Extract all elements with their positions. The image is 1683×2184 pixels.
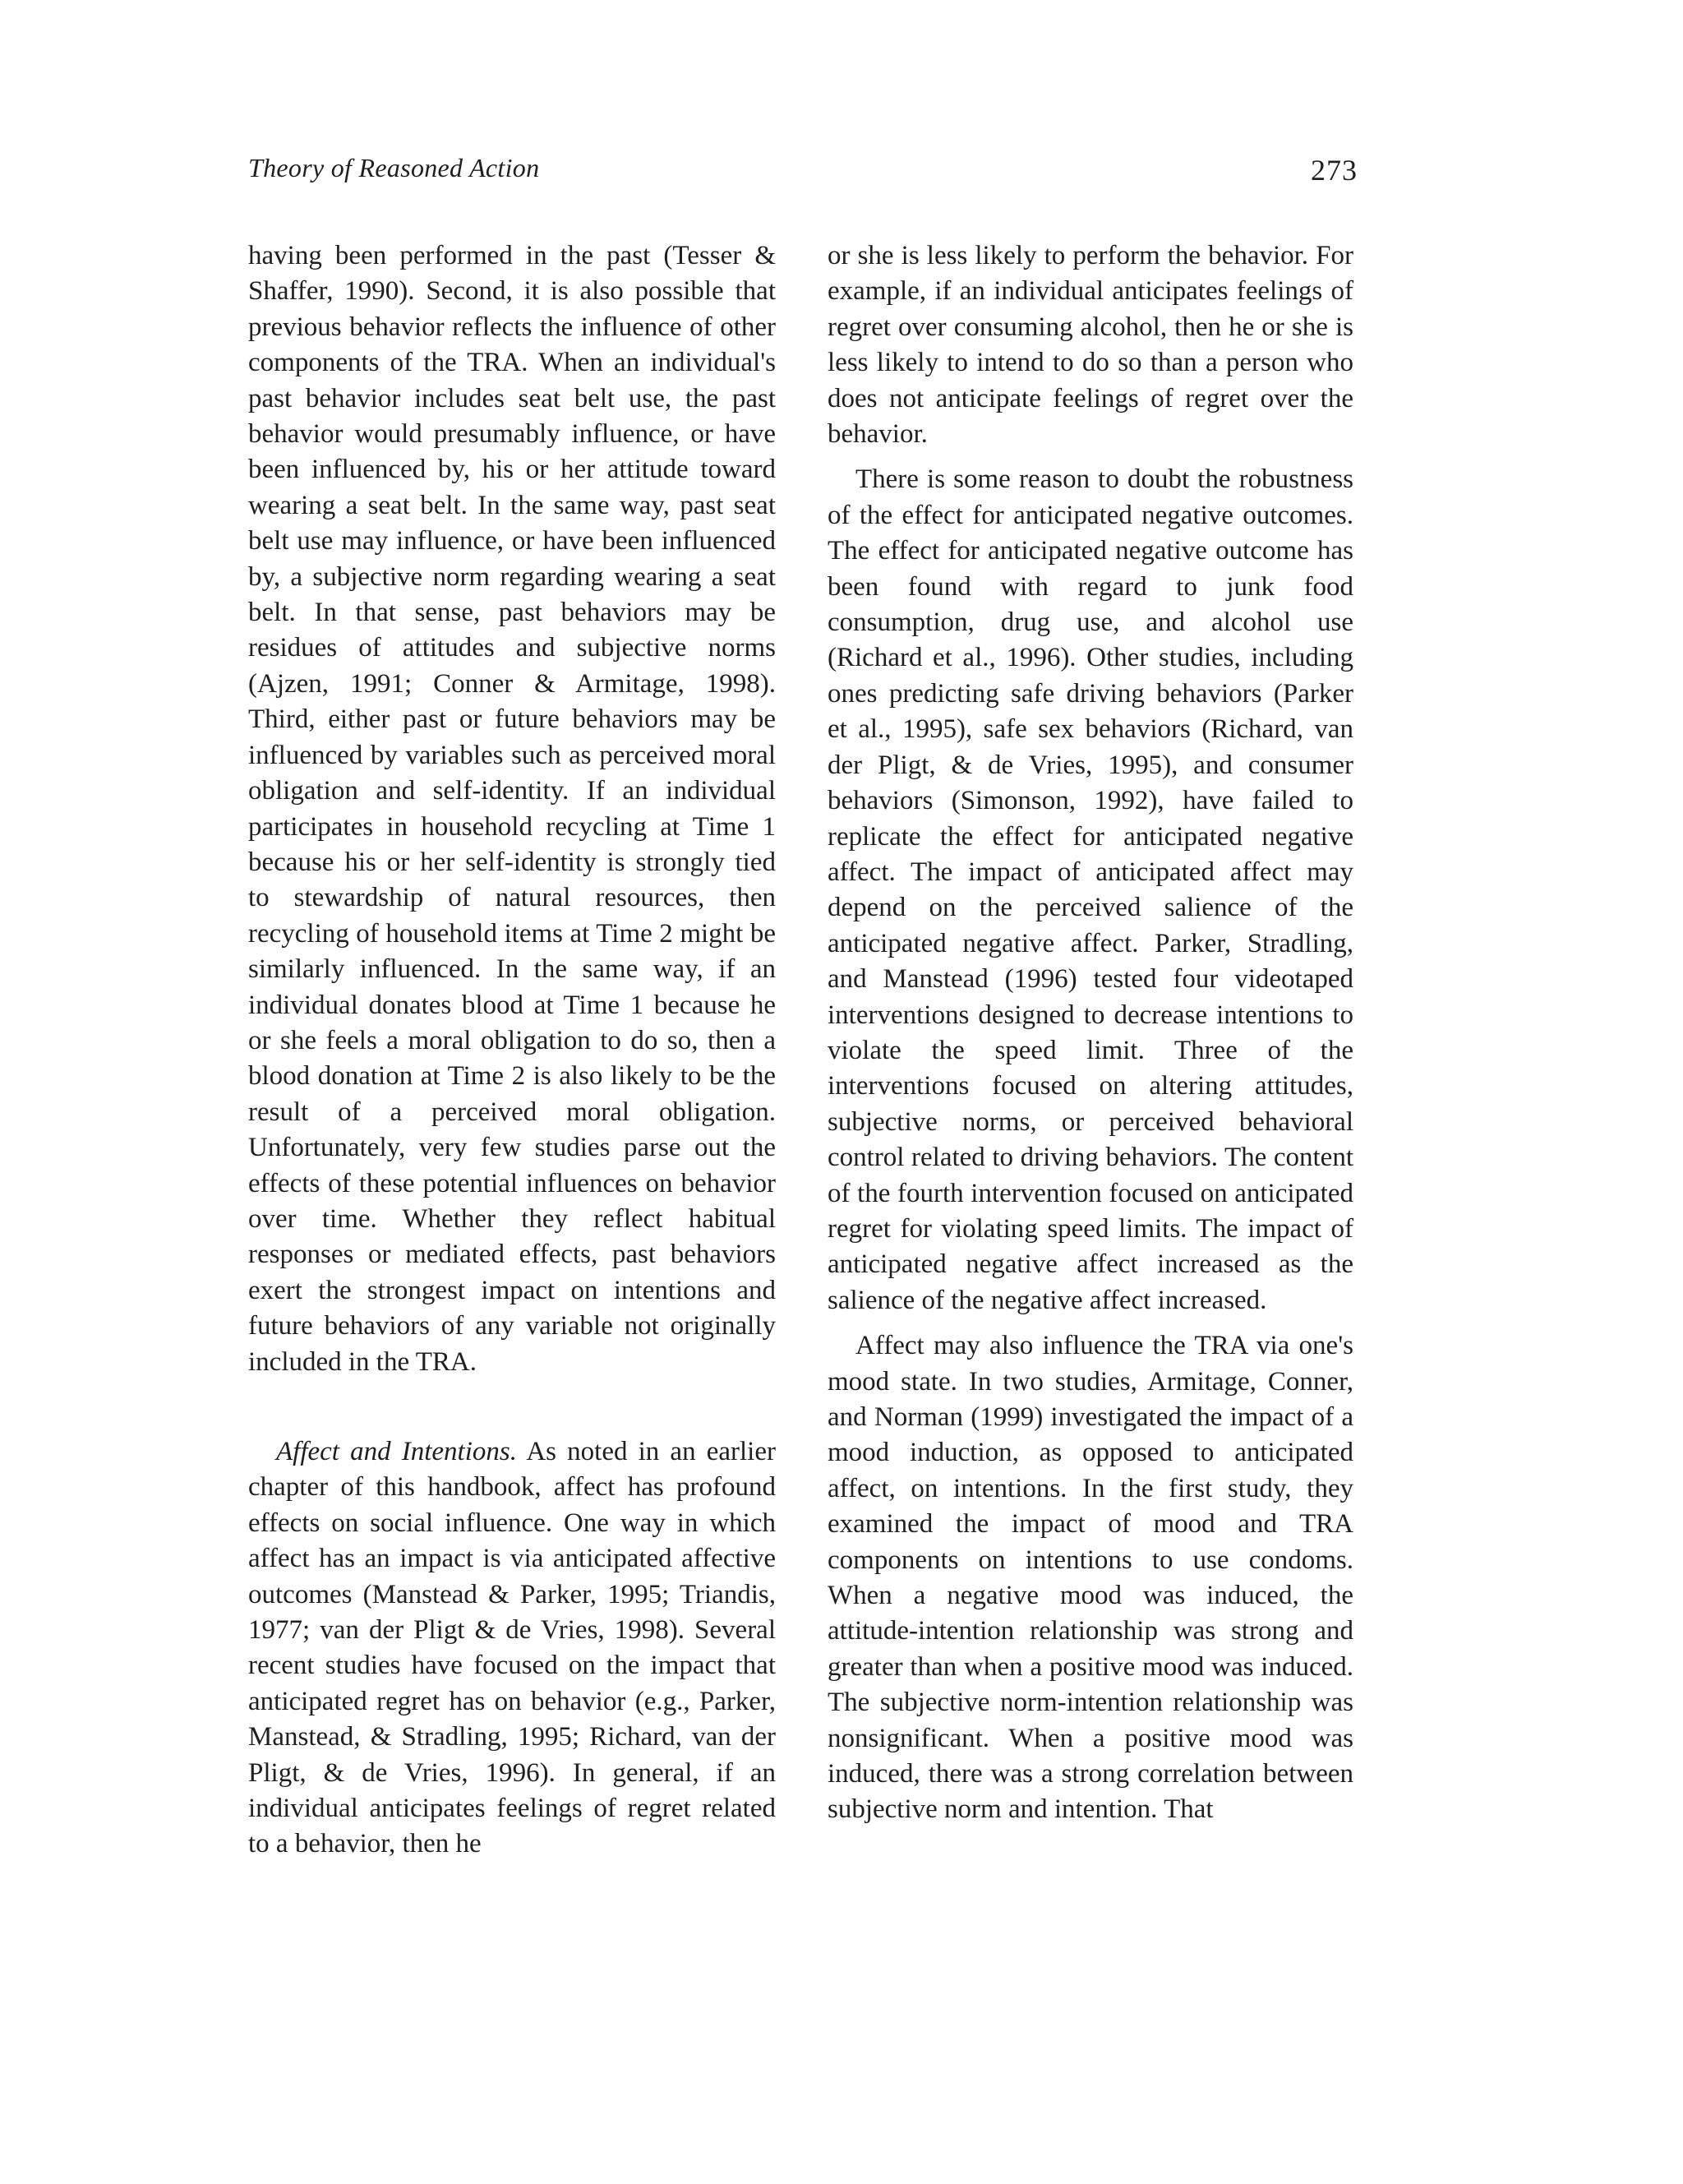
left-column [248, 238, 776, 1863]
left-paragraph-1: having been performed in the past (Tesser & Shaffer, 1990). Second, it is also possible that previous behavior reflects the influence of other components of the TRA. When an individual's past behavior includes seat belt use, the past behavior would presumably influence, or have been influenced by, his or her attitude toward wearing a seat belt. In the same way, past seat belt use may influence, or have been influenced by, a subjective norm regarding wearing a seat belt. In that sense, past behaviors may be residues of attitudes and subjective norms (Ajzen, 1991; Conner & Armitage, 1998). Third, either past or future behaviors may be influenced by variables such as perceived moral obligation and self-identity. If an individual participates in household recycling at Time 1 because his or her self-identity is strongly tied to stewardship of natural resources, then recycling of household items at Time 2 might be similarly influenced. In the same way, if an individual donates blood at Time 1 because he or she feels a moral obligation to do so, then a blood donation at Time 2 is also likely to be the result of a perceived moral obligation. Unfortunately, very few studies parse out the effects of these potential influences on behavior over time. Whether they reflect habitual responses or mediated effects, past behaviors exert the strongest impact on intentions and future behaviors of any variable not originally included in the TRA. [248, 241, 776, 1377]
right-column [828, 238, 1353, 1828]
left-paragraph-2-body: As noted in an earlier chapter of this handbook, affect has profound effects on social influence. One way in which affect has an impact is via anticipated affective outcomes (Manstead & Parker, 1995; Triandis, 1977; van der Pligt & de Vries, 1998). Several recent studies have focused on the impact that anticipated regret has on behavior (e.g., Parker, Manstead, & Stradling, 1995; Richard, van der Pligt, & de Vries, 1996). In general, if an individual anticipates feelings of regret related to a behavior, then he [248, 1437, 776, 1859]
right-paragraph-3: Affect may also influence the TRA via one's mood state. In two studies, Armitage, Conner, and Norman (1999) investigated the impact of a mood induction, as opposed to anticipated affect, on intentions. In the first study, they examined the impact of mood and TRA components on intentions to use condoms. When a negative mood was induced, the attitude-intention relationship was strong and greater than when a positive mood was induced. The subjective norm-intention relationship was nonsignificant. When a positive mood was induced, there was a strong correlation between subjective norm and intention. That [828, 1331, 1353, 1825]
page-number: 273 [1311, 154, 1358, 187]
section-gap [248, 1380, 776, 1434]
running-head: Theory of Reasoned Action [248, 153, 540, 182]
right-paragraph-1: or she is less likely to perform the behavior. For example, if an individual anticipates feelings of regret over consuming alcohol, then he or she is less likely to intend to do so than a person who does not anticipate feelings of regret over the behavior. [828, 241, 1353, 450]
section-subhead: Affect and Intentions. [276, 1437, 517, 1466]
left-paragraph-2 [248, 1434, 776, 1863]
right-paragraph-2: There is some reason to doubt the robustness of the effect for anticipated negative outcomes. The effect for anticipated negative outcome has been found with regard to junk food consumption, drug use, and alcohol use (Richard et al., 1996). Other studies, including ones predicting safe driving behaviors (Parker et al., 1995), safe sex behaviors (Richard, van der Pligt, & de Vries, 1995), and consumer behaviors (Simonson, 1992), have failed to replicate the effect for anticipated negative affect. The impact of anticipated affect may depend on the perceived salience of the anticipated negative affect. Parker, Stradling, and Manstead (1996) tested four videotaped interventions designed to decrease intentions to violate the speed limit. Three of the interventions focused on altering attitudes, subjective norms, or perceived behavioral control related to driving behaviors. The content of the fourth intervention focused on anticipated regret for violating speed limits. The impact of anticipated negative affect increased as the salience of the negative affect increased. [828, 464, 1353, 1315]
